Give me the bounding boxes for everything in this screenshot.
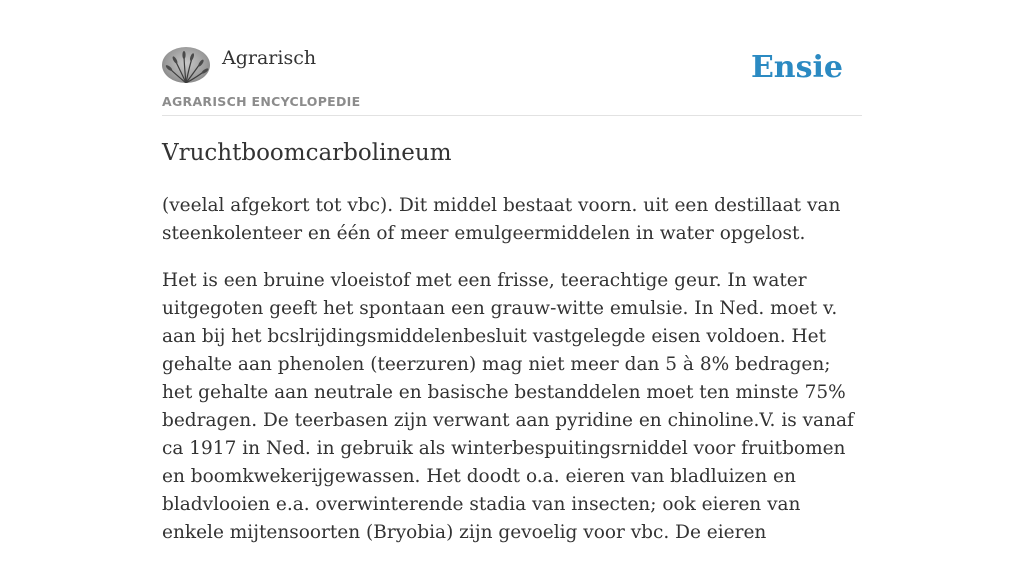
site-header <box>162 44 862 116</box>
site-name[interactable]: Agrarisch <box>222 47 317 69</box>
brand-logo[interactable]: Ensie <box>750 50 843 85</box>
header-divider <box>162 115 862 116</box>
article-paragraph: (veelal afgekort tot vbc). Dit middel bestaat voorn. uit een destillaat van steenkolenteer en één of meer emulgeermiddelen in water opgelost. <box>162 195 841 244</box>
article-paragraph: Het is een bruine vloeistof met een frisse, teerachtige geur. In water uitgegoten geeft het spontaan een grauw-witte emulsie. In Ned. moet v. aan bij het bcslrijdingsmiddelenbesluit vastgelegde eisen voldoen. Het gehalte aan phenolen (teerzuren) mag niet meer dan 5 à 8% bedragen; het gehalte aan neutrale en basische bestanddelen moet ten minste 75% bedragen. De teerbasen zijn verwant aan pyridine en chinoline.V. is vanaf ca 1917 in Ned. in gebruik als winterbespuitingsrniddel voor fruitbomen en boomkwekerijgewassen. Het doodt o.a. eieren van bladluizen en bladvlooien e.a. overwinterende stadia van insecten; ook eieren van enkele mijtensoorten (Bryobia) zijn gevoelig voor vbc. De eieren <box>162 270 854 543</box>
article-body <box>162 192 862 566</box>
wheat-logo-icon[interactable] <box>162 47 210 83</box>
article-title: Vruchtboomcarbolineum <box>162 140 452 166</box>
site-subtitle: AGRARISCH ENCYCLOPEDIE <box>162 94 361 109</box>
